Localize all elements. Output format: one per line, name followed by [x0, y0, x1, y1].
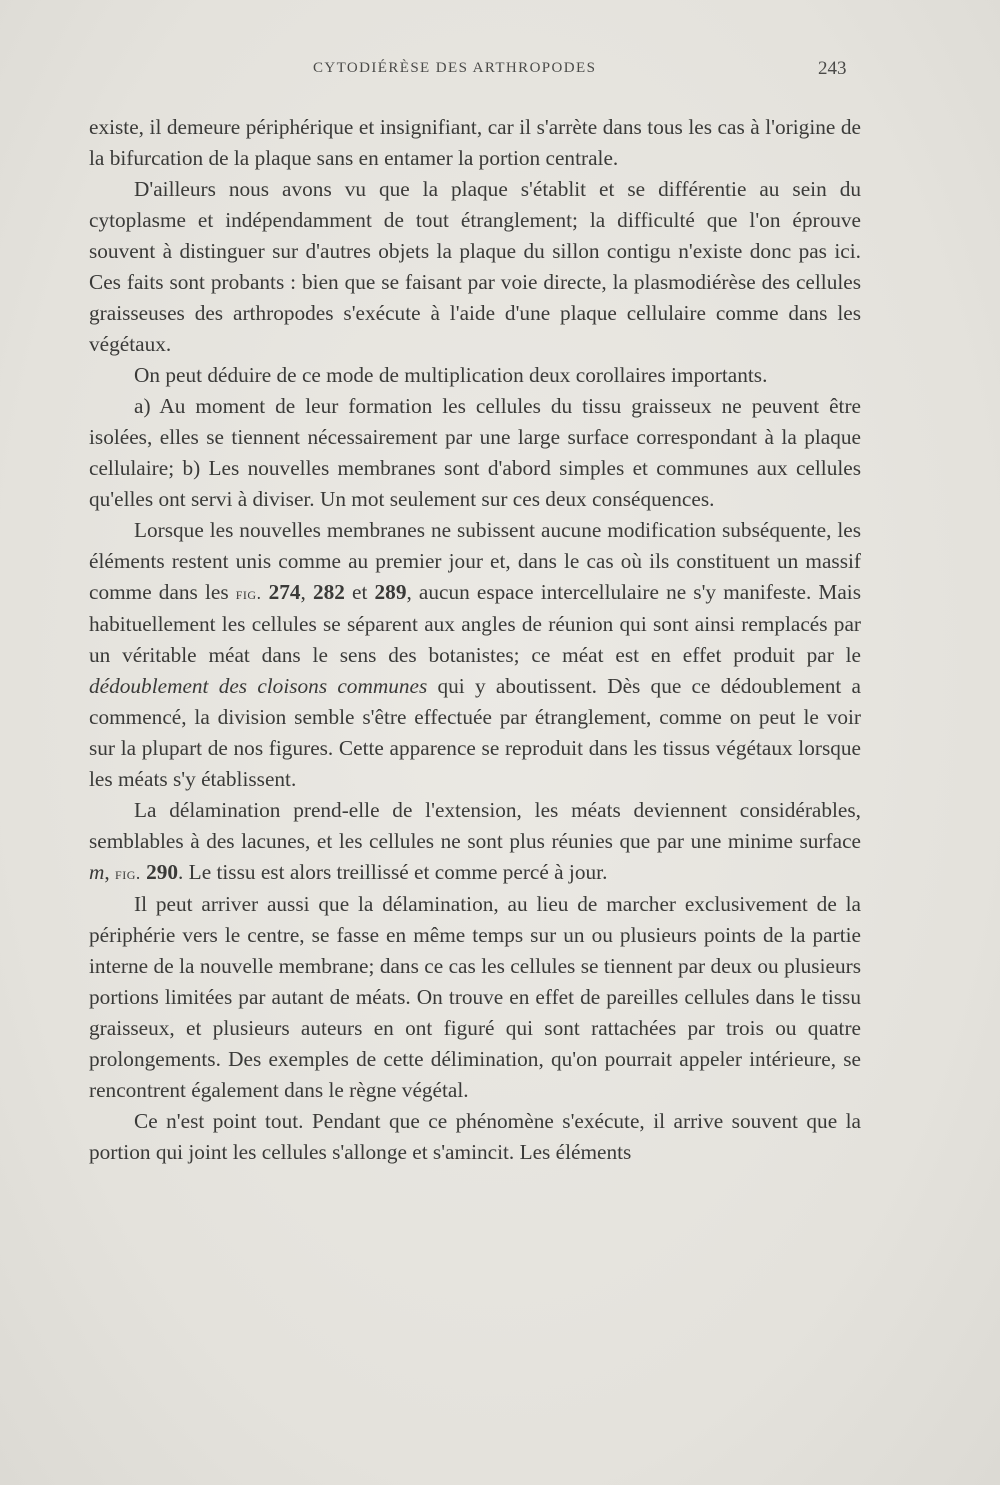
paragraph-6 — [89, 795, 861, 889]
figure-ref-number: 290 — [146, 860, 179, 884]
paragraph-text: , aucun espace intercellulaire ne s'y manifeste. Mais habituellement les cellules se séparent aux angles de réunion qui sont ainsi remplacés par un véritable méat dans le sens des botanistes; ce méat est en effet produit par le — [89, 580, 862, 667]
page-number: 243 — [818, 58, 847, 79]
figure-ref-number: 274 — [268, 580, 301, 604]
paragraph-2 — [89, 174, 861, 360]
italic-phrase: dédoublement des cloisons communes — [89, 674, 428, 698]
italic-symbol: m — [89, 860, 105, 884]
paragraph-text: , — [104, 860, 116, 884]
figure-ref-number: 282 — [312, 580, 345, 604]
paragraph-text: La délamination prend-elle de l'extension, les méats deviennent considérables, semblables à des lacunes, et les cellules ne sont plus réunies que par une minime surface — [89, 798, 861, 853]
running-header — [0, 60, 1000, 84]
figure-ref-number: 289 — [374, 580, 407, 604]
running-title: CYTODIÉRÈSE DES ARTHROPODES — [313, 60, 597, 76]
paragraph-text: qui y aboutissent. Dès que ce dédoublement a commencé, la division semble s'être effectuée par étranglement, comme on peut le voir sur la plupart de nos figures. Cette apparence se reproduit dans les tissus végétaux lorsque les méats s'y établissent. — [89, 674, 862, 791]
paragraph-text: , — [300, 580, 313, 604]
figure-ref-label: fig. — [235, 583, 262, 603]
paragraph-text: existe, il demeure périphérique et insignifiant, car il s'arrète dans tous les cas à l'origine de la bifurcation de la plaque sans en entamer la portion centrale. — [89, 115, 861, 170]
paragraph-4 — [89, 391, 861, 515]
paragraph-text: D'ailleurs nous avons vu que la plaque s'établit et se différentie au sein du cytoplasme et indépendamment de tout étranglement; la difficulté que l'on éprouve souvent à distinguer sur d'autres objets la plaque du sillon contigu n'existe donc pas ici. Ces faits sont probants : bien que se faisant par voie directe, la plasmodiérèse des cellules graisseuses des arthropodes s'exécute à l'aide d'une plaque cellulaire comme dans les végétaux. — [89, 177, 861, 356]
paragraph-text: Lorsque les nouvelles membranes ne subissent aucune modification subséquente, les éléments restent unis comme au premier jour et, dans le cas où ils constituent un massif comme dans les — [89, 518, 861, 604]
paragraph-7 — [89, 889, 861, 1106]
paragraph-text: Ce n'est point tout. Pendant que ce phénomène s'exécute, il arrive souvent que la portion qui joint les cellules s'allonge et s'amincit. Les éléments — [89, 1109, 861, 1164]
paragraph-text: On peut déduire de ce mode de multiplication deux corollaires importants. — [134, 363, 768, 387]
paragraph-3 — [89, 360, 861, 391]
paragraph-8 — [89, 1106, 861, 1168]
paragraph-text: . Le tissu est alors treillissé et comme percé à jour. — [178, 860, 608, 884]
body-text — [89, 112, 861, 1168]
paragraph-text: et — [344, 580, 375, 604]
figure-ref-label: fig. — [115, 863, 141, 883]
paragraph-text: a) Au moment de leur formation les cellules du tissu graisseux ne peuvent être isolées, elles se tiennent nécessairement par une large surface correspondant à la plaque cellulaire; b) Les nouvelles membranes sont d'abord simples et communes aux cellules qu'elles ont servi à diviser. Un mot seulement sur ces deux conséquences. — [89, 394, 861, 511]
paragraph-1 — [89, 112, 861, 174]
paragraph-5 — [89, 515, 861, 795]
paragraph-text: Il peut arriver aussi que la délamination, au lieu de marcher exclusivement de la périphérie vers le centre, se fasse en même temps sur un ou plusieurs points de la partie interne de la nouvelle membrane; dans ce cas les cellules se tiennent par deux ou plusieurs portions limitées par autant de méats. On trouve en effet de pareilles cellules dans le tissu graisseux, et plusieurs auteurs en ont figuré qui sont rattachées par trois ou quatre prolongements. Des exemples de cette délimination, qu'on pourrait appeler intérieure, se rencontrent également dans le règne végétal. — [89, 892, 861, 1102]
